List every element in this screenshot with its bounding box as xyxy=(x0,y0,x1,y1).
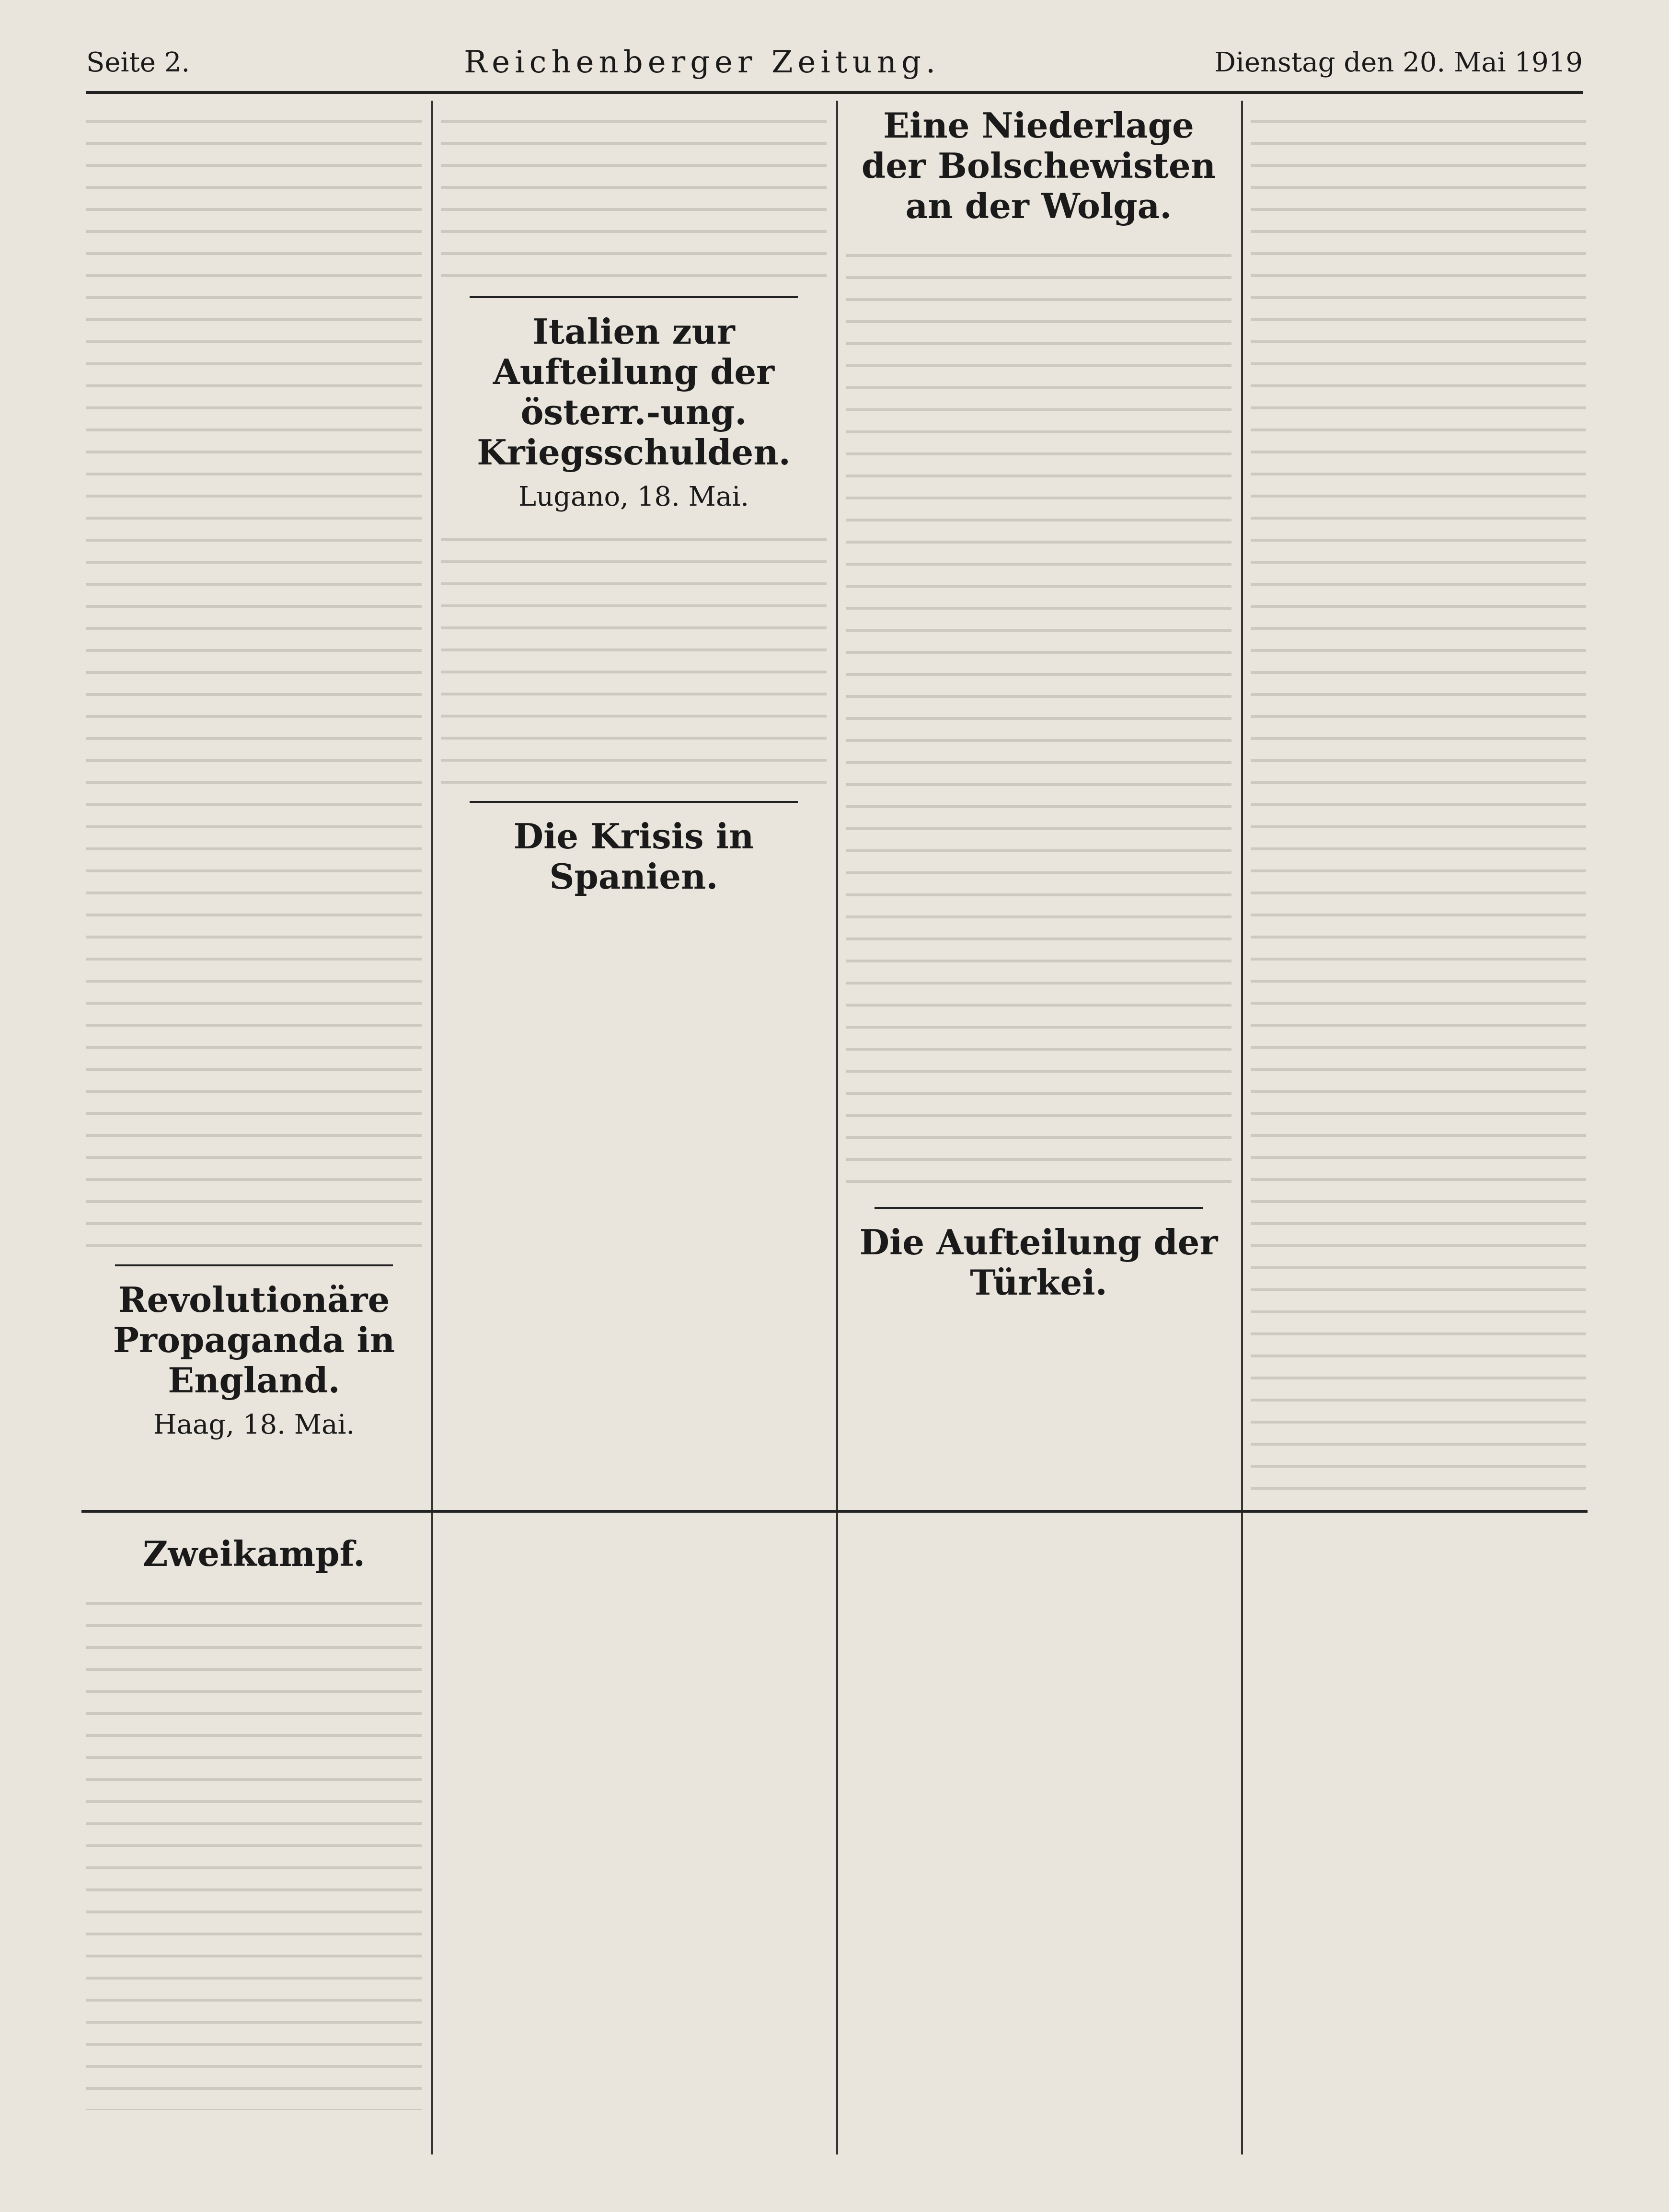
dateline-haag: Haag, 18. Mai. xyxy=(153,1409,355,1440)
page-label: Seite 2. xyxy=(86,46,190,78)
article-separator xyxy=(875,1207,1203,1209)
column-divider xyxy=(836,101,838,2154)
article-body xyxy=(86,1583,422,2110)
date-label: Dienstag den 20. Mai 1919 xyxy=(1214,46,1583,78)
headline-niederlage: Eine Niederlage der Bolschewisten an der Wolga. xyxy=(861,105,1216,226)
masthead xyxy=(86,34,1583,94)
article-body xyxy=(86,101,422,1251)
article-body xyxy=(846,235,1232,1193)
headline-italien: Italien zur Aufteilung der österr.-ung. Kriegsschulden. xyxy=(477,311,791,473)
column-2 xyxy=(441,101,827,1500)
dateline-lugano: Lugano, 18. Mai. xyxy=(518,481,749,512)
article-separator xyxy=(115,1264,393,1266)
headline-revolutionaere: Revolutionäre Propaganda in England. xyxy=(113,1279,395,1401)
column-1 xyxy=(86,101,422,1500)
article-body xyxy=(441,519,827,788)
headline-krisis: Die Krisis in Spanien. xyxy=(513,816,754,897)
headline-zweikampf: Zweikampf. xyxy=(142,1533,366,1574)
feuilleton-divider xyxy=(81,1510,1588,1513)
column-divider xyxy=(431,101,433,2154)
headline-tuerkei: Die Aufteilung der Türkei. xyxy=(859,1222,1218,1303)
article-body xyxy=(441,101,827,283)
article-separator xyxy=(470,801,798,803)
column-divider xyxy=(1241,101,1243,2154)
newspaper-name: Reichenberger Zeitung. xyxy=(464,45,941,80)
feuilleton-column xyxy=(86,1529,422,2152)
column-4 xyxy=(1251,101,1586,1500)
article-body xyxy=(1251,101,1586,1500)
article-separator xyxy=(470,296,798,298)
column-3 xyxy=(846,101,1232,1500)
